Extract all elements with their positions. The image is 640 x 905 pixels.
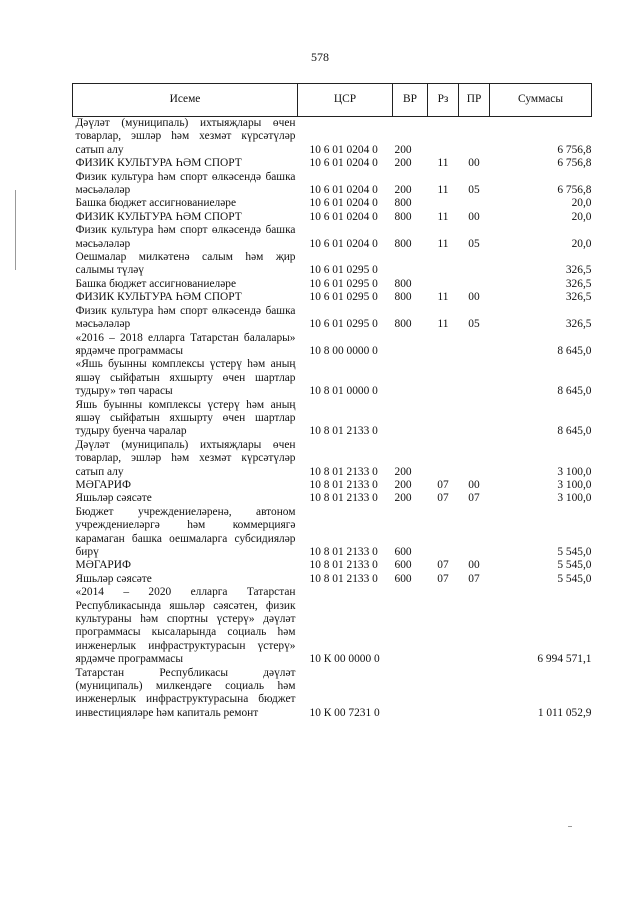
cell-rz: [428, 251, 459, 278]
cell-csr: 10 6 01 0204 0: [309, 210, 378, 223]
cell-rz: [428, 667, 459, 721]
table-row: [73, 586, 592, 666]
cell-rz: [428, 439, 459, 479]
cell-sum: 6 756,8: [557, 143, 592, 156]
cell-name: МӘГАРИФ: [75, 478, 131, 491]
cell-name: Яшь буынны комплексы үстерү һәм аның яшәү сыйфатын яхшырту өчен шартлар тудыру буенча чаралар: [75, 398, 296, 438]
cell-pr: [459, 506, 490, 560]
cell-rz: [428, 117, 459, 158]
cell-rz: 07: [437, 572, 449, 585]
cell-rz: [428, 506, 459, 560]
cell-vr: 800: [394, 237, 412, 250]
cell-csr: 10 6 01 0204 0: [309, 184, 378, 197]
table-row: [73, 211, 592, 224]
cell-name: «Яшь буынны комплексы үстерү һәм аның яшәү сыйфатын яхшырту өчен шартлар тудыру» төп чарасы: [75, 358, 296, 398]
cell-vr: 200: [394, 157, 412, 170]
cell-csr: 10 6 01 0204 0: [309, 197, 378, 210]
cell-name: Бюджет учреждениеләренә, автоном учреждениеләргә һәм коммерциягә карамаган башка оешмаларга субсидияләр бирү: [75, 505, 296, 558]
table-row: [73, 439, 592, 479]
cell-pr: [459, 197, 490, 210]
cell-rz: 07: [437, 478, 449, 491]
cell-csr: 10 8 01 2133 0: [309, 572, 378, 585]
cell-csr: 10 6 01 0204 0: [309, 237, 378, 250]
cell-sum: 6 756,8: [557, 157, 592, 170]
cell-rz: 11: [437, 210, 449, 223]
budget-table: [72, 83, 592, 720]
cell-csr: 10 6 01 0204 0: [309, 143, 378, 156]
cell-name: «2014 – 2020 елларга Татарстан Республикасында яшьләр сәясәтен, физик культураны һәм спортны үстерү» дәүләт программасы кысаларында социаль һәм инженерлык инфраструктурасын үстерү» ярдәмче программасы: [75, 586, 296, 666]
cell-vr: 800: [394, 210, 412, 223]
cell-pr: 07: [468, 492, 480, 505]
table-row: [73, 573, 592, 586]
table-row: [73, 197, 592, 210]
cell-rz: 07: [437, 559, 449, 572]
cell-csr: 10 8 01 0000 0: [309, 385, 378, 398]
cell-vr: 800: [394, 197, 412, 210]
table-row: [73, 492, 592, 505]
cell-vr: 800: [394, 277, 412, 290]
cell-pr: [459, 358, 490, 398]
cell-csr: 10 К 00 7231 0: [309, 706, 380, 719]
cell-csr: 10 6 01 0295 0: [309, 291, 378, 304]
table-row: [73, 117, 592, 158]
table-body: [73, 117, 592, 721]
cell-vr: 200: [394, 492, 412, 505]
cell-sum: 8 645,0: [557, 344, 592, 357]
margin-mark: [15, 190, 16, 270]
cell-rz: [428, 399, 459, 439]
cell-sum: 326,5: [565, 277, 592, 290]
cell-pr: 05: [468, 184, 480, 197]
cell-pr: 05: [468, 318, 480, 331]
table-row: [73, 399, 592, 439]
cell-name: Физик культура һәм спорт өлкәсендә башка мәсьәләләр: [75, 304, 296, 331]
cell-csr: 10 8 01 2133 0: [309, 478, 378, 491]
table-row: [73, 506, 592, 560]
cell-vr: [393, 586, 428, 666]
cell-vr: [393, 251, 428, 278]
cell-csr: 10 8 01 2133 0: [309, 559, 378, 572]
header-vr: ВР: [393, 84, 428, 117]
cell-vr: [393, 399, 428, 439]
table-row: [73, 157, 592, 170]
cell-pr: [459, 667, 490, 721]
cell-rz: 11: [437, 318, 449, 331]
cell-sum: 326,5: [565, 318, 592, 331]
cell-sum: 326,5: [565, 291, 592, 304]
cell-rz: 07: [437, 492, 449, 505]
cell-vr: 600: [394, 572, 412, 585]
cell-vr: [393, 358, 428, 398]
cell-name: Яшьләр сәясәте: [75, 492, 152, 505]
cell-sum: 5 545,0: [557, 546, 592, 558]
table-row: [73, 224, 592, 251]
margin-mark: [568, 826, 572, 827]
cell-rz: 11: [437, 237, 449, 250]
cell-sum: 3 100,0: [557, 478, 592, 491]
cell-name: Оешмалар милкәтенә салым һәм җир салымы түләү: [75, 251, 296, 277]
cell-rz: [428, 332, 459, 359]
cell-sum: 6 756,8: [557, 184, 592, 197]
cell-name: Башка бюджет ассигнованиеләре: [75, 277, 237, 290]
table-row: [73, 358, 592, 398]
table-row: [73, 305, 592, 332]
cell-sum: 8 645,0: [557, 425, 592, 438]
cell-sum: 326,5: [565, 264, 592, 277]
cell-sum: 20,0: [571, 237, 592, 250]
cell-sum: 3 100,0: [557, 465, 592, 478]
cell-pr: 00: [468, 157, 480, 170]
cell-vr: 200: [394, 143, 412, 156]
cell-csr: 10 8 01 2133 0: [309, 425, 378, 438]
cell-rz: 11: [437, 157, 449, 170]
cell-name: МӘГАРИФ: [75, 559, 131, 572]
cell-pr: [459, 332, 490, 359]
cell-vr: 800: [394, 318, 412, 331]
cell-pr: 00: [468, 210, 480, 223]
header-pr: ПР: [459, 84, 490, 117]
cell-pr: 07: [468, 572, 480, 585]
cell-vr: 800: [394, 291, 412, 304]
header-name: Исеме: [73, 84, 298, 117]
cell-pr: 05: [468, 237, 480, 250]
cell-pr: [459, 278, 490, 291]
cell-rz: [428, 358, 459, 398]
cell-csr: 10 8 00 0000 0: [309, 344, 378, 357]
cell-sum: 6 994 571,1: [537, 653, 592, 666]
cell-name: Яшьләр сәясәте: [75, 572, 152, 585]
header-csr: ЦСР: [298, 84, 393, 117]
cell-csr: 10 8 01 2133 0: [309, 492, 378, 505]
cell-sum: 8 645,0: [557, 385, 592, 398]
cell-rz: 11: [437, 184, 449, 197]
cell-sum: 20,0: [571, 197, 592, 210]
cell-name: Татарстан Республикасы дәүләт (муниципаль) милкендәге социаль һәм инженерлык инфраструктурасына бюджет инвестицияләре һәм капиталь ремонт: [75, 666, 296, 719]
table-row: [73, 479, 592, 492]
table-header-row: [73, 84, 592, 117]
cell-vr: 600: [394, 546, 412, 558]
cell-name: ФИЗИК КУЛЬТУРА ҺӘМ СПОРТ: [75, 291, 242, 304]
cell-csr: 10 К 00 0000 0: [309, 653, 380, 666]
cell-pr: 00: [468, 478, 480, 491]
cell-pr: [459, 586, 490, 666]
cell-vr: 200: [394, 465, 412, 478]
cell-name: Физик культура һәм спорт өлкәсендә башка мәсьәләләр: [75, 170, 296, 197]
cell-name: ФИЗИК КУЛЬТУРА ҺӘМ СПОРТ: [75, 210, 242, 223]
cell-rz: [428, 586, 459, 666]
cell-name: ФИЗИК КУЛЬТУРА ҺӘМ СПОРТ: [75, 157, 242, 170]
cell-name: «2016 – 2018 елларга Татарстан балалары» ярдәмче программасы: [75, 331, 296, 357]
page-number: 578: [311, 50, 329, 64]
table-row: [73, 332, 592, 359]
cell-name: Башка бюджет ассигнованиеләре: [75, 197, 237, 210]
cell-pr: [459, 439, 490, 479]
cell-rz: [428, 278, 459, 291]
cell-vr: 200: [394, 478, 412, 491]
cell-csr: 10 6 01 0204 0: [309, 157, 378, 170]
cell-rz: 11: [437, 291, 449, 304]
cell-sum: 3 100,0: [557, 492, 592, 505]
cell-sum: 20,0: [571, 210, 592, 223]
cell-vr: [393, 667, 428, 721]
header-rz: Рз: [428, 84, 459, 117]
cell-name: Дәүләт (муниципаль) ихтыяҗлары өчен товарлар, эшләр һәм хезмәт күрсәтүләр сатып алу: [75, 117, 296, 156]
cell-csr: 10 6 01 0295 0: [309, 264, 378, 277]
cell-name: Дәүләт (муниципаль) ихтыяҗлары өчен товарлар, эшләр һәм хезмәт күрсәтүләр сатып алу: [75, 438, 296, 478]
cell-rz: [428, 197, 459, 210]
cell-pr: 00: [468, 291, 480, 304]
cell-sum: 5 545,0: [557, 559, 592, 572]
cell-vr: [393, 332, 428, 359]
cell-pr: [459, 117, 490, 158]
cell-vr: 600: [394, 559, 412, 572]
table-row: [73, 171, 592, 198]
cell-sum: 1 011 052,9: [537, 706, 592, 719]
cell-csr: 10 8 01 2133 0: [309, 546, 378, 558]
table-row: [73, 667, 592, 721]
table-row: [73, 291, 592, 304]
table-row: [73, 251, 592, 278]
cell-name: Физик культура һәм спорт өлкәсендә башка мәсьәләләр: [75, 224, 296, 250]
table-row: [73, 559, 592, 572]
cell-pr: [459, 251, 490, 278]
cell-csr: 10 8 01 2133 0: [309, 465, 378, 478]
cell-csr: 10 6 01 0295 0: [309, 277, 378, 290]
cell-csr: 10 6 01 0295 0: [309, 318, 378, 331]
header-sum: Суммасы: [490, 84, 592, 117]
table-row: [73, 278, 592, 291]
cell-sum: 5 545,0: [557, 572, 592, 585]
cell-vr: 200: [394, 184, 412, 197]
cell-pr: [459, 399, 490, 439]
cell-pr: 00: [468, 559, 480, 572]
